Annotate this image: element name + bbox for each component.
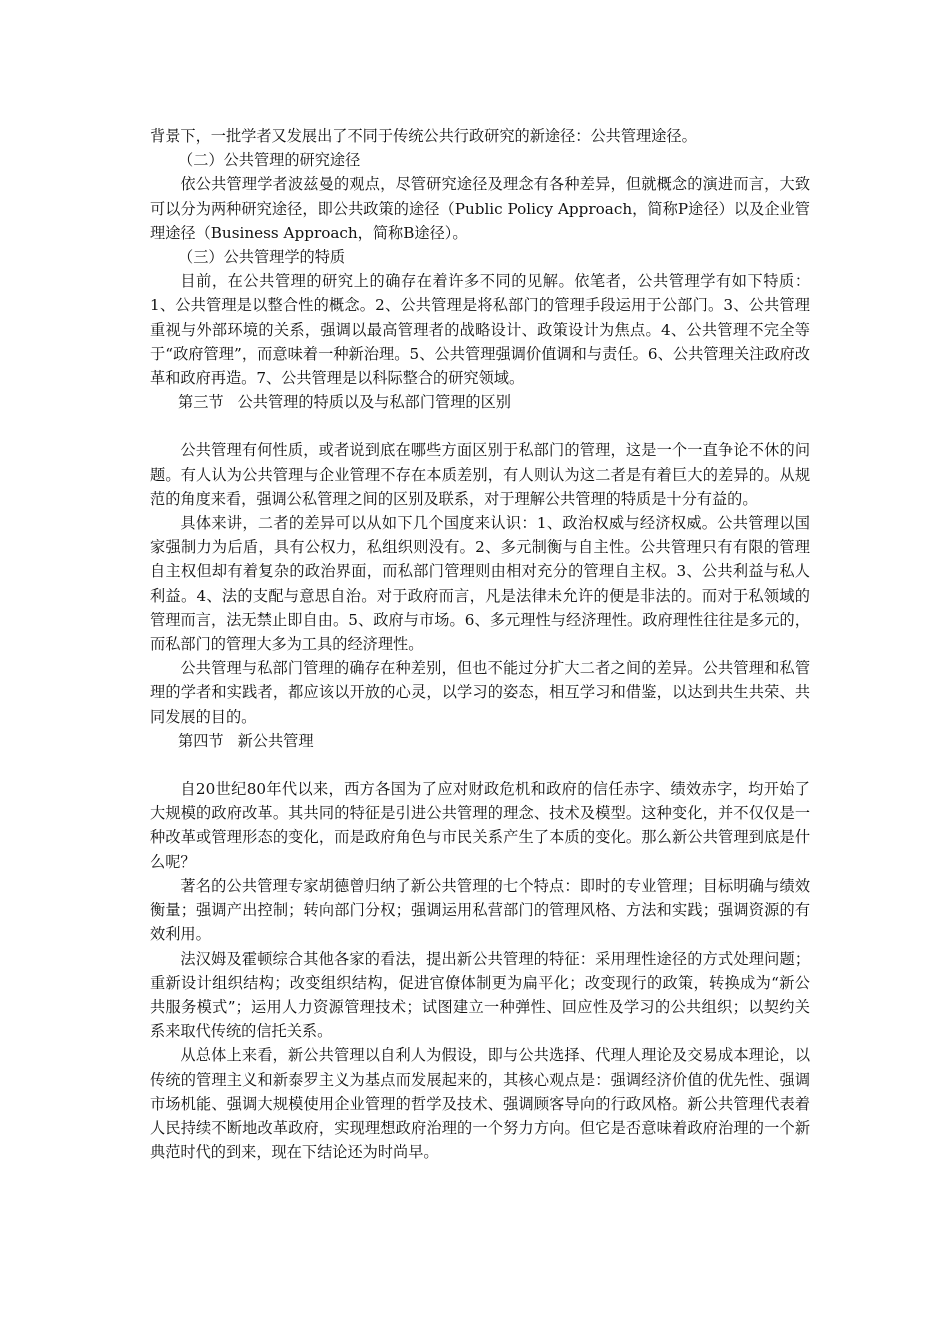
paragraph-differences: 具体来讲，二者的差异可以从如下几个国度来认识：1、政治权威与经济权威。公共管理以国家强制力为后盾，具有公权力，私组织则没有。2、多元制衡与自主性。公共管理只有有限的管理自主权但却有着复杂的政治界面，而私部门管理则由相对充分的管理自主权。3、公共利益与私人利益。4、法的支配与意思自治。对于政府而言，凡是法律未允许的便是非法的。而对于私领域的管理而言，法无禁止即自由。5、政府与市场。6、多元理性与经济理性。政府理性往往是多元的，而私部门的管理大多为工具的经济理性。 [150,514,810,654]
paragraph-characteristics: 目前，在公共管理的研究上的确存在着许多不同的见解。依笔者，公共管理学有如下特质：1、公共管理是以整合性的概念。2、公共管理是将私部门的管理手段运用于公部门。3、公共管理重视与外部环境的关系，强调以最高管理者的战略设计、政策设计为焦点。4、公共管理不完全等于“政府管理”，而意味着一种新治理。5、公共管理强调价值调和与责任。6、公共管理关注政府改革和政府再造。7、公共管理是以科际整合的研究领域。 [150,272,810,388]
section-4-heading [150,729,810,753]
section-3-title: 公共管理的特质以及与私部门管理的区别 [237,393,511,412]
subheading-research-approach: （二）公共管理的研究途径 [178,151,361,170]
paragraph-hood: 著名的公共管理专家胡德曾归纳了新公共管理的七个特点：即时的专业管理；目标明确与绩效衡量；强调产出控制；转向部门分权；强调运用私营部门的管理风格、方法和实践；强调资源的有效利用。 [150,876,810,944]
section-3-heading [150,390,810,414]
paragraph-overall: 从总体上来看，新公共管理以自利人为假设，即与公共选择、代理人理论及交易成本理论，以传统的管理主义和新泰罗主义为基点而发展起来的，其核心观点是：强调经济价值的优先性、强调市场机能、强调大规模使用企业管理的哲学及技术、强调顾客导向的行政风格。新公共管理代表着人民持续不断地改革政府，实现理想政府治理的一个努力方向。但它是否意味着政府治理的一个新典范时代的到来，现在下结论还为时尚早。 [150,1046,810,1162]
section-4-number: 第四节 [178,731,224,750]
paragraph-bozeman: 依公共管理学者波兹曼的观点，尽管研究途径及理念有各种差异，但就概念的演进而言，大致可以分为两种研究途径，即公共政策的途径（Public Policy Approach，简称P途径）以及企业管理途径（Business Approach，简称B途径）。 [150,175,810,242]
section-4-title: 新公共管理 [237,731,314,750]
paragraph-conclusion: 公共管理与私部门管理的确存在种差别，但也不能过分扩大二者之间的差异。公共管理和私管理的学者和实践者，都应该以开放的心灵，以学习的姿态，相互学习和借鉴，以达到共生共荣、共同发展的目的。 [150,659,810,726]
blank-line [150,414,810,438]
section-3-number: 第三节 [178,393,224,412]
paragraph-continuation: 背景下，一批学者又发展出了不同于传统公共行政研究的新途径：公共管理途径。 [150,127,697,145]
subheading-characteristics: （三）公共管理学的特质 [178,248,346,267]
paragraph-farnham-horton: 法汉姆及霍顿综合其他各家的看法，提出新公共管理的特征：采用理性途径的方式处理问题；重新设计组织结构；改变组织结构，促进官僚体制更为扁平化；改变现行的政策，转换成为“新公共服务模式”；运用人力资源管理技术；试图建立一种弹性、回应性及学习的公共组织；以契约关系来取代传统的信托关系。 [150,949,810,1041]
paragraph-nature: 公共管理有何性质，或者说到底在哪些方面区别于私部门的管理，这是一个一直争论不休的问题。有人认为公共管理与企业管理不存在本质差别，有人则认为这二者是有着巨大的差异的。从规范的角度来看，强调公私管理之间的区别及联系，对于理解公共管理的特质是十分有益的。 [150,441,810,508]
blank-line [150,753,810,777]
paragraph-reform: 自20世纪80年代以来，西方各国为了应对财政危机和政府的信任赤字、绩效赤字，均开始了大规模的政府改革。其共同的特征是引进公共管理的理念、技术及模型。这种变化，并不仅仅是一种改革或管理形态的变化，而是政府角色与市民关系产生了本质的变化。那么新公共管理到底是什么呢？ [150,780,810,871]
document-page [150,124,810,1164]
